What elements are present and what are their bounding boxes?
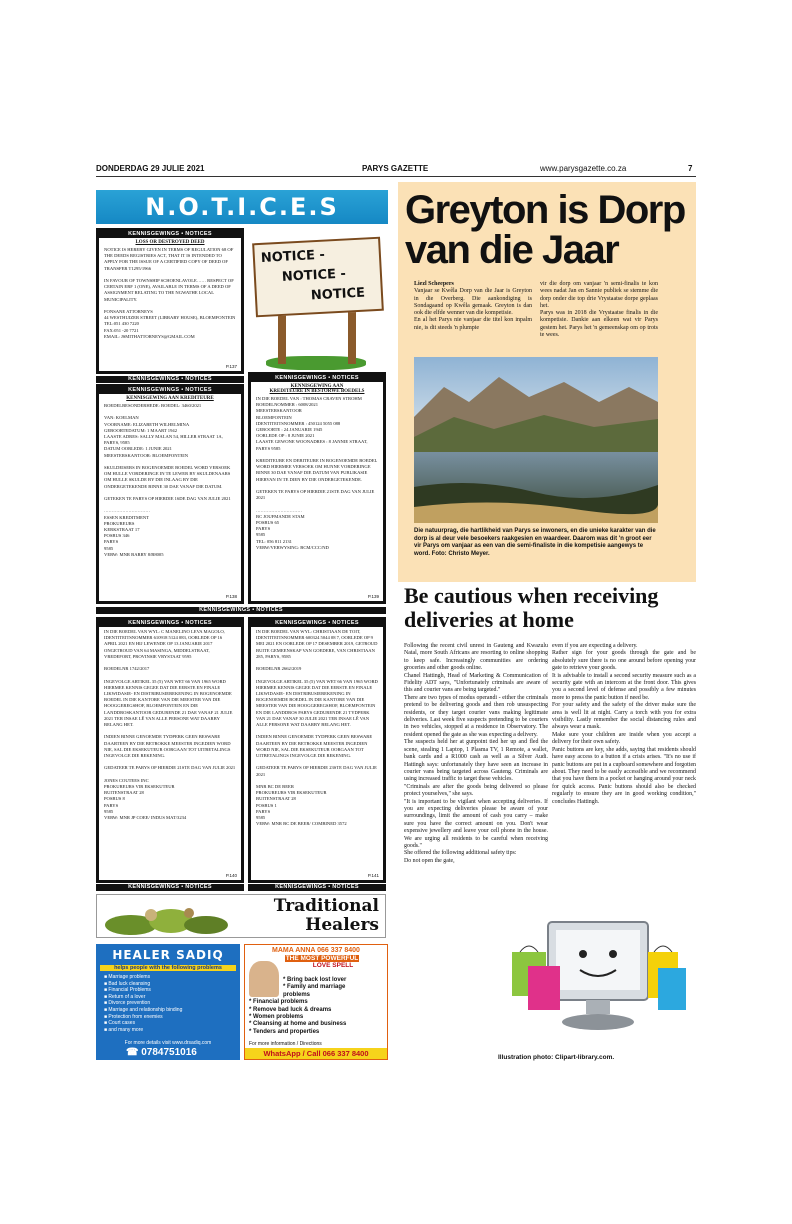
- phone-icon: ☎: [126, 1047, 139, 1058]
- mama-service-item: * Women problems: [249, 1014, 304, 1021]
- healer-problem-item: ■ Protection from enemies: [104, 1013, 163, 1020]
- healer-problem-item: ■ Financial Problems: [104, 987, 151, 994]
- notice-separator-bar: KENNISGEWINGS • NOTICES: [96, 607, 386, 614]
- computer-shopping-illustration: [498, 912, 696, 1048]
- traditional-healers-text: [274, 897, 379, 935]
- notice-bar: KENNISGEWINGS • NOTICES: [99, 231, 241, 238]
- greyton-headline: Greyton is Dorp van die Jaar: [405, 188, 685, 272]
- mama-service-item: * Remove bad luck & dreams: [249, 1006, 332, 1013]
- mama-service-item: * Cleansing at home and business: [249, 1021, 347, 1028]
- cautious-headline: Be cautious when receiving deliveries at home: [404, 583, 659, 632]
- paper-name: PARYS GAZETTE: [362, 164, 429, 173]
- notice-ref: P.138: [225, 594, 237, 599]
- notice-bar: KENNISGEWINGS • NOTICES: [99, 620, 241, 627]
- healer-problem-item: ■ Return of a lover: [104, 993, 146, 1000]
- healer-problem-item: ■ Court cases: [104, 1020, 136, 1027]
- healer-problem-item: ■ and many more: [104, 1026, 144, 1033]
- greyton-column-1: [414, 281, 532, 332]
- notice-title: KENNISGEWING AAN KREDITEURE IN BESTORWE BOEDELS: [269, 384, 365, 394]
- notice-ref: P.140: [225, 873, 237, 878]
- healer-contact: For more details visit www.drsadiq.com: [124, 1040, 212, 1046]
- mama-anna-ad: [244, 944, 388, 1060]
- healer-problem-item: ■ Marriage and relationship binding: [104, 1006, 183, 1013]
- page-number: 7: [688, 164, 693, 173]
- notice-lost-deed: [96, 228, 244, 374]
- mama-name: MAMA ANNA 066 337 8400: [272, 947, 360, 954]
- mama-strap: THE MOST POWERFUL: [285, 955, 359, 962]
- healer-title: HEALER SADIQ: [112, 948, 224, 962]
- traditional-line-2: Healers: [305, 915, 379, 935]
- bottom-bar-right: KENNISGEWINGS • NOTICES: [248, 884, 386, 891]
- greyton-byline: Liezl Scheepers: [414, 281, 454, 287]
- sign-line-1: NOTICE -: [260, 247, 326, 266]
- notice-body: IN DIE BOEDEL VAN WYL: CHRISTIAAN DE TOIT, IDENTITEITSNOMMER 600324 5044 08 7, OORLEDE OP 9 MEI 2021 EN OORLEDE OP 17 DESEMBER 2019, GETROUD BUITE GEMEENSKAP VAN GOEDERE, VAN CHRISTIAAN 285, PARYS, 9585 BOEDELNR 2662/2019 INGEVOLGE ARTIKEL 35 (5) VAN WET 66 VAN 1965 WORD HIERMEE KENNIS GEGEE DAT DIE EERSTE EN FINALE LIKWIDASIE- EN DISTRIBUSIEREKENING IN BOGENOEMDE BOEDEL IN DIE KANTORE VAN DIE MEESTER VAN DIE HOOGGEREGSHOF, BLOEMFONTEIN EN DIE LANDDROS PARYS GEDURENDE 21 TYDPERK VAN 21 DAE VANAF 30 JULIE 2021 TER INSAE LÊ VAN ALLE PERSONE WAT DAARBY BELANG HET. INDIEN BINNE GENOEMDE TYDPERK GEEN BESWARE DAARTEEN BY DIE BETROKKE MEESTER INGEDIEN WORD NIE, SAL DIE EKSEKUTEUR OORGAAN TOT UITBETALINGS INGEVOLGE DIE REKENING. GEDATEER TE PARYS OP HIERDIE 23STE DAG VAN JULIE 2021 MNR BC DE BEER PROKUREURS VIR EKSEKUTEUR BUITENSTRAAT 28 POSBUS 1 PARYS 9585 VERW: MNR BC DE BEER/ COMBINED 3572: [256, 629, 378, 827]
- mama-service-item: * Tenders and properties: [249, 1028, 320, 1035]
- healer-phone: [126, 1047, 197, 1058]
- traditional-healers-banner: [96, 894, 386, 938]
- sign-line-2: NOTICE -: [281, 266, 347, 285]
- mama-strap-2: LOVE SPELL: [312, 962, 354, 969]
- mama-service-item: * Bring back lost lover: [283, 977, 347, 983]
- sign-board: [252, 237, 384, 318]
- notice-estate-de-toit: [248, 617, 386, 883]
- header-rule: [96, 176, 696, 177]
- notice-body: NOTICE IS HEREBY GIVEN IN TERMS OF REGULATION 68 OF THE DEEDS REGISTRIES ACT, THAT IT IS INTENDED TO APPLY FOR THE ISSUE OF A CERTIFIED COPY OF DEED OF TRANSFER T1295/1966 IN FAVOUR OF TOWNSHIP SCHOENLAVOLE…… RESPECT OF CERTAIN ERF 1 (ONE), AVAILABLE IN TERMS OF A DEED OF ASSIGNMENT RELATING TO THE NGWATHE LOCAL MUNICIPALITY. FONSANE ATTORNEYS 44 WESTHUIZER STREET (LIBRARY HOUSE), BLOEMFONTEIN TEL:051 430 7220 FAX:051 -20 7721 EMAIL: JSMITHATTORNEYS@GMAIL.COM: [104, 247, 236, 339]
- notice-title: LOSS OR DESTROYED DEED: [135, 240, 205, 245]
- notice-estate-magolo: [96, 617, 244, 883]
- illustration-caption: Illustration photo: Clipart-library.com.: [498, 1054, 615, 1061]
- notice-ref: P.137: [225, 364, 237, 369]
- notice-ref: P.139: [367, 594, 379, 599]
- mama-whatsapp: WhatsApp / Call 066 337 8400: [245, 1048, 387, 1059]
- website: www.parysgazette.co.za: [540, 164, 627, 173]
- mama-info: For more information / Directions: [249, 1041, 322, 1047]
- notice-title: KENNISGEWING AAN KREDITEURE: [126, 396, 214, 401]
- greyton-text-1: Vanjaar se Kwêla Dorp van die Jaar is Greyton in die Overberg. Die aankondiging is Sondagaand op Kwêla gemaak. Greyton is dan ook die elfde wenner van die kompetisie. En al het Parys nie vanjaar die titel kon inpalm nie, is dit steeds 'n plumpie: [414, 288, 532, 331]
- greyton-landscape-photo: [414, 357, 658, 523]
- healer-problem-item: ■ Divorce prevention: [104, 1000, 151, 1007]
- cautious-column-1: Following the recent civil unrest in Gauteng and Kwazulu Natal, more South Africans are resorting to online shopping to keep safe. Increasingly communities are ordering groceries and other goods online. Chanel Hattingh, Head of Marketing & Communication of Fidelity ADT says, "Unfortunately criminals are aware of this and courier vans are being targeted." There are two types of modus operandi - either the criminals pretend to be delivering goods and then rob unsuspecting residents, or they target courier vans making legitimate deliveries. Last week five suspects pretending to be couriers in two vehicles, stopped at a residence in Observatory. The resident opened the gate as she was expecting a delivery. The suspects held her at gunpoint tied her up and fled the scene, stealing 1 Laptop, 1 Plasma TV, 1 Remote, a wallet, bank cards and a R1000 cash as well as a Silver Audi. Hattingh says: unfortunately they have seen an increase in courier vans being targeted across Gauteng. Criminals are using increased traffic to target these vehicles. "Criminals are after the goods being delivered so please protect yourselves," she says. "It is important to be vigilant when accepting deliveries. If you are expecting deliveries please be aware of your surroundings, limit the amount of cash you carry – make sure you have the correct amount on you. Don't wear expensive jewellery and leave your cell phone in the house. We are urging all residents to be careful when receiving goods." She offered the following additional safety tips: Do not open the gate,: [404, 643, 548, 864]
- healer-subtitle: helps people with the following problems: [100, 965, 236, 971]
- sign-line-3: NOTICE: [310, 285, 366, 304]
- notice-bar: KENNISGEWINGS • NOTICES: [251, 620, 383, 627]
- mama-service-list: [249, 977, 346, 1036]
- healer-problem-item: ■ Marriage problems: [104, 974, 151, 980]
- healer-problem-item: ■ Bad luck cleansing: [104, 980, 151, 987]
- notice-body: IN DIE BOEDEL VAN : THOMAS CRAVEN STROHM BOEDELNOMMER : 6008/2021 MEESTERSKANTOOR BLOEMFONTEIN IDENTITEITSNOMMER : 450124 5055 088 GEBOORTE : 24 JANUARIE 1945 OORLEDE OP : 8 JUNIE 2021 LAASTE GEWONE WOONADRES : 8 JANNIE STRAAT, PARYS 9585 KREDITEURE EN DEBITEURE IN BOGENOEMDE BOEDEL WORD HIERMEE VERSOEK OM HUNNE VORDERINGE BINNE 30 DAE VANAF DIE DATUM VAN PUBLIKASIE HIERVAN IN TE DIEN BY DIE ONDERGETEKENDE. GETEKEN TE PARYS OP HIERDIE 21STE DAG VAN JULIE 2021 ………………………… BC JOUFMANDE STAM POSBUS 65 PARYS 9585 TEL: 056 811 2131 VERW/VERWYSING: BCM/CCC/ND: [256, 396, 378, 550]
- issue-date: DONDERDAG 29 JULIE 2021: [96, 164, 205, 173]
- notice-body: BOEDELBESONDERHEDE: BOEDEL: 3460/2021 VAN: KOELMAN VOORNAME: ELIZABETH WILHELMINA GEBOORTEDATUM: 1 MAART 1942 LAASTE ADRES: SALLY MALAN 54, HILLER STRAAT 1A, PARYS, 9585 DATUM OORLEDE: 1 JUNIE 2021 MEESTERSKANTOOR: BLOEMFONTEIN SKULDEISERS IN BOGENOEMDE BOEDEL WORD VERSOEK OM HULLE VORDERINGE IN TE LEWER BY SKULDENAARS OM HULLE SKULDE BY DIE INLAAG BY DIE ONDERGETEKENDE BINNE 30 DAE VANAF DIE DATUM. GETEKEN TE PARYS OP HIERDIE 16DE DAG VAN JULIE 2021 ………………………… ESSEN KREDITMENT PROKUREURS KERKSTRAAT 17 POSBUS 346 PARYS 9585 VERW: MNR BARRY 8/B8005: [104, 403, 231, 557]
- mama-service-item: * Financial problems: [249, 999, 308, 1006]
- cautious-column-2: even if you are expecting a delivery. Rather sign for your goods through the gate and be absolutely sure there is no one around before opening your gate to retrieve your goods. It is advisable to install a second security measure such as a security gate with an intercom at the front door. This gives you a second level of defense and possibly a few minutes more to press the panic button if need be. For your safety and the safety of the driver make sure the area is well lit at night. Carry a torch with you for extra visibility. Lastly remember the social distancing rules and always wear a mask. Make sure your children are inside when you accept a delivery for their own safety. Panic buttons are key, she adds, saying that residents should have easy access to a button if a crisis arises. "It's no use if panic buttons are put in a cupboard somewhere and forgotten about. They need to be easily accessible and we recommend that you have them in a pocket or hanging around your neck for quick access. Panic buttons should also be checked regularly to ensure they are in good working condition," concludes Hattingh.: [552, 643, 697, 805]
- notice-sign-illustration: [248, 228, 386, 374]
- bottom-bar-left: KENNISGEWINGS • NOTICES: [96, 884, 244, 891]
- healer-sadiq-ad: [96, 944, 240, 1060]
- traditional-line-1: Traditional: [273, 896, 379, 916]
- mama-service-item: problems: [283, 991, 311, 998]
- greyton-column-2: vir die dorp om vanjaar 'n semi-finalis te kon wees nadat Jan en Sannie publiek se stemme die dorp onder die top drie Vrystaatse dorpe geplaas het. Parys was in 2018 die Vrystaatse finalis in die kompetisie. Dankie aan elkeen wat vir Parys gestem het. Parys het 'n gemeenskap om op trots te wees.: [540, 281, 658, 339]
- notice-creditors: [96, 384, 244, 604]
- notice-estate-creditors: [248, 372, 386, 604]
- notice-bar: KENNISGEWINGS • NOTICES: [99, 387, 241, 394]
- mama-service-item: * Family and marriage: [283, 984, 346, 991]
- notice-bar: KENNISGEWINGS • NOTICES: [251, 375, 383, 382]
- herbs-illustration: [101, 897, 231, 937]
- notice-body: IN DIE BOEDEL VAN WYL: C MANELINO LEVA MAGOLO, IDENTITEITSNOMMER 610918 5124 083, OORLEDE OP 16 APRIL 2021 EN HIJ LEWENDE OP 13 JANUARIE 2017 ONGETROUD VAN 64 MASINGA, MIDDELSTRAAT, VREDEFORT, PROVINSIE VRYSTAAT 9595 BOEDELNR 1742/2017 INGEVOLGE ARTIKEL 35 (5) VAN WET 66 VAN 1965 WORD HIERMEE KENNIS GEGEE DAT DIE EERSTE EN FINALE LIKWIDASIE- EN DISTRIBUSIEREKENING IN BOGENOEMDE BOEDEL IN DIE KANTORE VAN DIE MEESTER VAN DIE HOOGGEREGSHOF, BLOEMFONTEIN EN DIE LANDDROSKANTOOR GEDURENDE 21 DAE VANAF 21 JULIE 2021 TER INSAE LÊ VAN ALLE PERSONE WAT DAARBY BELANG HET. INDIEN BINNE GENOEMDE TYDPERK GEEN BESWARE DAARTEEN BY DIE BETROKKE MEESTER INGEDIEN WORD NIE, SAL DIE EKSEKUTEUR OORGAAN TOT UITBETALINGS INGEVOLGE DIE REKENING. GEDATEER TE PARYS OP HIERDIE 21STE DAG VAN JULIE 2021 JONES COUTEES INC PROKUREURS VIR EKSEKUTEUR BUITENSTRAAT 28 POSBUS 8 PARYS 9585 VERW: MNR JP COEE/ INDUS MAT/3234: [104, 629, 236, 821]
- healer-phone-number: 0784751016: [141, 1047, 197, 1058]
- notice-ref: P.141: [367, 873, 379, 878]
- notice-separator-bar: KENNISGEWINGS • NOTICES: [96, 376, 244, 383]
- notices-banner: N.O.T.I.C.E.S: [96, 190, 388, 224]
- healer-problem-list: [96, 974, 240, 1033]
- greyton-photo-caption: Die natuurprag, die hartlikheid van Parys se inwoners, en die unieke karakter van die dorp is al deur vele besoekers raakgesien en waardeer. Daarom was dit 'n groot eer vir Parys om vanjaar as een van die semi-finaliste in die kompetisie aangewys te word. Foto: Christo Meyer.: [414, 528, 656, 557]
